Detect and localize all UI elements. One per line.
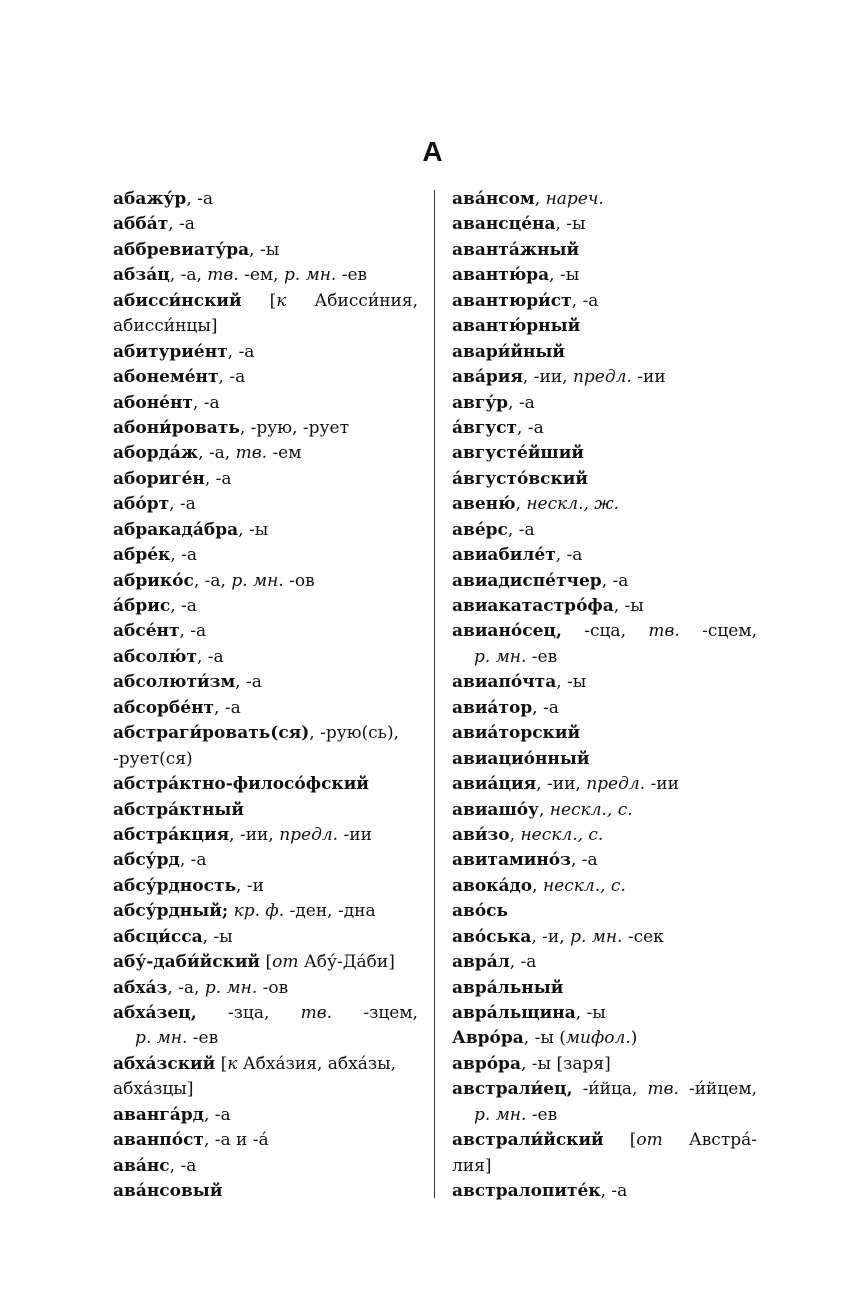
headword: авока́до: [452, 875, 533, 896]
dictionary-entry: [113, 696, 418, 721]
inflection: , -а: [571, 290, 599, 311]
dictionary-entry: [452, 670, 757, 695]
headword: абориге́н: [113, 468, 205, 489]
headword: абха́з: [113, 977, 168, 998]
headword: аванта́жный: [452, 239, 580, 260]
section-letter: А: [422, 136, 443, 167]
dictionary-entry: [452, 543, 757, 568]
dictionary-entry: [113, 187, 418, 212]
headword: авари́йный: [452, 341, 566, 362]
dictionary-entry: [452, 314, 757, 339]
dictionary-entry: [452, 492, 757, 517]
inflection: -зца,: [227, 1003, 270, 1023]
headword: авиашо́у: [452, 799, 539, 820]
dictionary-entry: [452, 416, 757, 441]
bracket: [: [215, 1053, 228, 1074]
dictionary-entry: [113, 798, 418, 823]
grammar-label: нескл., с.: [549, 799, 633, 820]
dictionary-entry: [113, 925, 418, 950]
headword: аво́сь: [452, 901, 509, 922]
grammar-label: нареч.: [545, 189, 604, 209]
inflection: , -а: [186, 189, 213, 209]
dictionary-entry: [452, 187, 757, 212]
headword: авра́л: [452, 952, 510, 973]
inflection: , -а: [168, 214, 195, 235]
headword: авиабиле́т: [452, 545, 556, 566]
headword: аво́ська: [452, 926, 532, 947]
grammar-label: от: [636, 1130, 663, 1151]
inflection: -ов: [283, 570, 315, 591]
inflection: ,: [532, 875, 543, 896]
dictionary-entry: [113, 848, 418, 873]
inflection: -и́йцем,: [688, 1079, 757, 1100]
reference-word: Абисси́ния,: [314, 290, 418, 311]
reference-word: абисси́нцы]: [113, 316, 218, 337]
headword: авеню́: [452, 494, 516, 515]
dictionary-entry: [452, 289, 757, 314]
headword: а́брис: [113, 596, 171, 616]
headword: авитамино́з: [452, 850, 571, 871]
dictionary-entry: [113, 1103, 418, 1128]
bracket: [: [269, 290, 277, 311]
headword: абсу́рдный;: [113, 901, 229, 922]
dictionary-entry: [113, 645, 418, 670]
dictionary-entry: [113, 263, 418, 288]
headword: авра́льный: [452, 977, 564, 998]
headword: авиа́ция: [452, 774, 537, 795]
grammar-label: предл.: [279, 824, 339, 845]
inflection: , -ы (: [523, 1028, 566, 1049]
inflection: -рует(ся): [113, 748, 193, 769]
inflection: , -а,: [167, 977, 205, 998]
headword: авро́ра: [452, 1053, 521, 1074]
inflection: , -а: [218, 367, 246, 388]
inflection: , -а,: [193, 570, 232, 591]
inflection: , -ы [заря]: [520, 1053, 611, 1074]
headword: абсолюти́зм: [113, 672, 236, 693]
dictionary-entry: [113, 594, 418, 619]
inflection: ,: [534, 189, 546, 209]
inflection: , -ы: [249, 239, 280, 260]
headword: австрали́йский: [452, 1130, 604, 1151]
headword: абоне́нт: [113, 392, 193, 413]
inflection: , -и,: [531, 926, 571, 947]
headword: абха́зский: [113, 1053, 216, 1074]
dictionary-entry: [113, 441, 418, 466]
inflection: , -ы: [556, 672, 587, 693]
headword: абстра́кция: [113, 824, 230, 845]
dictionary-entry: [113, 619, 418, 644]
inflection: , -а: [192, 392, 220, 413]
headword: абсу́рд: [113, 850, 180, 871]
grammar-label: р. мн.: [474, 1104, 527, 1125]
dictionary-entry: [452, 1001, 757, 1026]
entry-continuation: [113, 1026, 418, 1051]
inflection: -ии: [645, 774, 679, 795]
dictionary-entry: [452, 772, 757, 797]
grammar-label: тв.: [235, 443, 268, 464]
dictionary-entry: [452, 340, 757, 365]
inflection: , -а: [507, 519, 535, 540]
grammar-label: р. мн.: [570, 926, 623, 947]
grammar-label: тв.: [300, 1003, 333, 1023]
dictionary-entry: [452, 899, 757, 924]
grammar-label: мифол.: [565, 1028, 631, 1049]
dictionary-entry: [452, 467, 757, 492]
inflection: , -и: [236, 875, 264, 896]
inflection: , -а: [235, 672, 262, 693]
dictionary-entry: [452, 263, 757, 288]
dictionary-entry: [452, 1077, 757, 1102]
dictionary-entry: [113, 823, 418, 848]
dictionary-entry: [113, 391, 418, 416]
headword: абитурие́нт: [113, 341, 228, 362]
dictionary-entry: [113, 212, 418, 237]
inflection: , -ы: [549, 265, 580, 286]
dictionary-entry: [113, 670, 418, 695]
dictionary-entry: [113, 721, 418, 746]
reference-word: абха́зцы]: [113, 1079, 194, 1100]
inflection: , -рую(сь),: [309, 723, 399, 744]
inflection: -ев: [526, 646, 558, 667]
inflection: , -ы: [555, 214, 586, 235]
headword: августе́йший: [452, 443, 584, 464]
inflection: ,: [515, 494, 527, 515]
dictionary-entry: [452, 569, 757, 594]
inflection: , -ы: [202, 926, 233, 947]
inflection: , -а: [509, 952, 537, 973]
headword: абрико́с: [113, 570, 194, 591]
inflection: , -а: [600, 1181, 628, 1202]
inflection: , -а: [204, 468, 232, 489]
inflection: , -а: [197, 646, 224, 667]
headword: аве́рс: [452, 519, 508, 540]
dictionary-entry: [452, 594, 757, 619]
inflection: ,: [509, 824, 521, 845]
dictionary-entry: [113, 976, 418, 1001]
inflection: , -рую, -рует: [239, 417, 350, 438]
bracket: [: [629, 1130, 637, 1151]
headword: Авро́ра: [452, 1028, 524, 1049]
dictionary-entry: [113, 1128, 418, 1153]
grammar-label: от: [272, 952, 299, 973]
headword: абсолю́т: [113, 646, 197, 667]
headword: абха́зец,: [113, 1003, 197, 1023]
headword: авиа́торский: [452, 723, 581, 744]
entry-continuation: [113, 1077, 418, 1102]
inflection: -сцем,: [702, 621, 757, 642]
headword: абисси́нский: [113, 290, 242, 311]
headword: абстраги́ровать(ся): [113, 723, 310, 744]
dictionary-entry: [452, 721, 757, 746]
dictionary-entry: [113, 1001, 418, 1026]
headword: аванга́рд: [113, 1104, 204, 1125]
inflection: , -а: [214, 697, 241, 718]
headword: абсу́рдность: [113, 875, 237, 896]
dictionary-entry: [452, 874, 757, 899]
inflection: , -а: [170, 545, 198, 566]
grammar-label: р. мн.: [474, 646, 527, 667]
inflection: , -а и -а́: [203, 1130, 269, 1151]
inflection: -сца,: [584, 621, 626, 642]
headword: абба́т: [113, 214, 169, 235]
grammar-label: нескл., с.: [542, 875, 626, 896]
headword: або́рт: [113, 494, 170, 515]
headword: авиапо́чта: [452, 672, 557, 693]
inflection: [: [260, 952, 273, 973]
inflection: -ев: [336, 265, 368, 286]
dictionary-entry: [452, 441, 757, 466]
inflection: , -ии,: [536, 774, 587, 795]
headword: авра́льщина: [452, 1003, 576, 1023]
dictionary-entry: [113, 950, 418, 975]
dictionary-entry: [452, 1128, 757, 1153]
inflection: , -ы: [613, 596, 644, 616]
column-divider: [434, 190, 435, 1198]
dictionary-entry: [452, 518, 757, 543]
dictionary-entry: [452, 925, 757, 950]
headword: абстра́ктный: [113, 799, 245, 820]
inflection: -ден, -дна: [284, 901, 376, 922]
grammar-label: предл.: [572, 367, 632, 388]
inflection: ,: [538, 799, 550, 820]
inflection: -ии: [338, 824, 372, 845]
headword: абсци́сса: [113, 926, 203, 947]
grammar-label: р. мн.: [204, 977, 258, 998]
dictionary-entry: [452, 696, 757, 721]
headword: абза́ц: [113, 265, 170, 286]
inflection: , -а,: [169, 265, 208, 286]
dictionary-entry: [452, 798, 757, 823]
inflection: , -ы: [575, 1003, 606, 1023]
inflection: -ев: [187, 1028, 219, 1049]
entry-continuation: [452, 1154, 757, 1179]
headword: авиано́сец,: [452, 621, 562, 642]
dictionary-entry: [113, 492, 418, 517]
dictionary-entry: [452, 1179, 757, 1204]
headword: а́вгуст: [452, 417, 518, 438]
headword: абажу́р: [113, 189, 187, 209]
headword: абсе́нт: [113, 621, 180, 642]
headword: авансце́на: [452, 214, 556, 235]
inflection: , -а: [601, 570, 629, 591]
dictionary-entry: [113, 1052, 418, 1077]
headword: ава́нсом: [452, 189, 535, 209]
grammar-label: к: [276, 290, 287, 311]
headword: авантю́ра: [452, 265, 550, 286]
dictionary-entry: [113, 899, 418, 924]
dictionary-entry: [113, 772, 418, 797]
headword: ава́нсовый: [113, 1181, 223, 1202]
grammar-label: к: [227, 1053, 238, 1074]
inflection: , -а: [532, 697, 559, 718]
headword: абонеме́нт: [113, 367, 219, 388]
inflection: , -а,: [198, 443, 236, 464]
grammar-label: р. мн.: [283, 265, 337, 286]
headword: авгу́р: [452, 392, 509, 413]
grammar-label: тв.: [207, 265, 239, 286]
dictionary-entry: [113, 543, 418, 568]
entry-continuation: [452, 1103, 757, 1128]
headword: аванпо́ст: [113, 1130, 204, 1151]
inflection: , -а: [179, 621, 207, 642]
inflection: , -а: [508, 392, 535, 413]
dictionary-entry: [113, 518, 418, 543]
reference-word: Абха́зия, абха́зы,: [237, 1053, 397, 1074]
dictionary-entry: [452, 976, 757, 1001]
headword: абракада́бра: [113, 519, 239, 540]
inflection: -зцем,: [363, 1003, 418, 1023]
dictionary-entry: [113, 569, 418, 594]
inflection: -ов: [257, 977, 289, 998]
dictionary-entry: [452, 1052, 757, 1077]
inflection: , -а: [555, 545, 583, 566]
inflection: -сек: [622, 926, 664, 947]
grammar-label: нескл., ж.: [526, 494, 620, 515]
headword: авиакатастро́фа: [452, 596, 614, 616]
inflection: -ии: [631, 367, 666, 388]
inflection: , -а: [170, 596, 197, 616]
inflection: , -а: [169, 494, 196, 515]
dictionary-entry: [113, 416, 418, 441]
inflection: , -а: [203, 1104, 231, 1125]
inflection: -ем: [267, 443, 302, 464]
grammar-label: р. мн.: [231, 570, 284, 591]
dictionary-entry: [452, 848, 757, 873]
inflection: -ев: [526, 1104, 558, 1125]
dictionary-entry: [113, 365, 418, 390]
dictionary-entry: [113, 467, 418, 492]
right-column: [452, 187, 757, 1205]
entry-continuation: [113, 747, 418, 772]
dictionary-entry: [452, 619, 757, 644]
dictionary-entry: [452, 747, 757, 772]
dictionary-entry: [113, 238, 418, 263]
inflection: , -а: [517, 417, 544, 438]
left-column: [113, 187, 418, 1205]
grammar-label: нескл., с.: [520, 824, 604, 845]
grammar-label: тв.: [648, 621, 680, 642]
inflection: , -а: [179, 850, 207, 871]
dictionary-entry: [452, 238, 757, 263]
headword: австрали́ец,: [452, 1079, 573, 1100]
inflection: -ем,: [238, 265, 284, 286]
headword: авиацио́нный: [452, 748, 590, 769]
headword: авантюри́ст: [452, 290, 572, 311]
headword: авантю́рный: [452, 316, 581, 337]
headword: ава́нс: [113, 1155, 170, 1176]
inflection: -и́йца,: [582, 1079, 638, 1100]
dictionary-entry: [452, 212, 757, 237]
headword: абсорбе́нт: [113, 697, 215, 718]
headword: авиадиспе́тчер: [452, 570, 602, 591]
headword: абу́-даби́йский: [113, 952, 261, 973]
headword: авиа́тор: [452, 697, 533, 718]
headword: ави́зо: [452, 824, 510, 845]
headword: абони́ровать: [113, 417, 240, 438]
headword: ава́рия: [452, 367, 523, 388]
reference-word: Австра́-: [688, 1130, 757, 1151]
headword: абстра́ктно-филосо́фский: [113, 774, 369, 795]
inflection: , -ы: [238, 519, 269, 540]
headword: а́вгусто́вский: [452, 468, 589, 489]
dictionary-entry: [113, 340, 418, 365]
inflection: , -а: [571, 850, 598, 871]
entry-continuation: [113, 314, 418, 339]
headword: австралопите́к: [452, 1181, 601, 1202]
dictionary-entry: [113, 289, 418, 314]
inflection: , -а: [227, 341, 255, 362]
grammar-label: р. мн.: [135, 1028, 188, 1049]
grammar-label: кр. ф.: [233, 901, 285, 922]
inflection: , -ии,: [229, 824, 280, 845]
dictionary-entry: [452, 365, 757, 390]
dictionary-entry: [452, 950, 757, 975]
headword: аббревиату́ра: [113, 239, 250, 260]
headword: абре́к: [113, 545, 171, 566]
reference-word: Абу́-Да́би]: [298, 952, 395, 973]
dictionary-entry: [113, 874, 418, 899]
inflection: , -а: [169, 1155, 197, 1176]
reference-word: лия]: [452, 1155, 492, 1176]
inflection: , -ии,: [522, 367, 573, 388]
dictionary-entry: [113, 1179, 418, 1204]
dictionary-entry: [113, 1154, 418, 1179]
headword: аборда́ж: [113, 443, 199, 464]
grammar-label: предл.: [586, 774, 646, 795]
dictionary-entry: [452, 1026, 757, 1051]
dictionary-entry: [452, 823, 757, 848]
grammar-label: тв.: [647, 1079, 679, 1100]
inflection: ): [630, 1028, 638, 1049]
dictionary-entry: [452, 391, 757, 416]
entry-continuation: [452, 645, 757, 670]
